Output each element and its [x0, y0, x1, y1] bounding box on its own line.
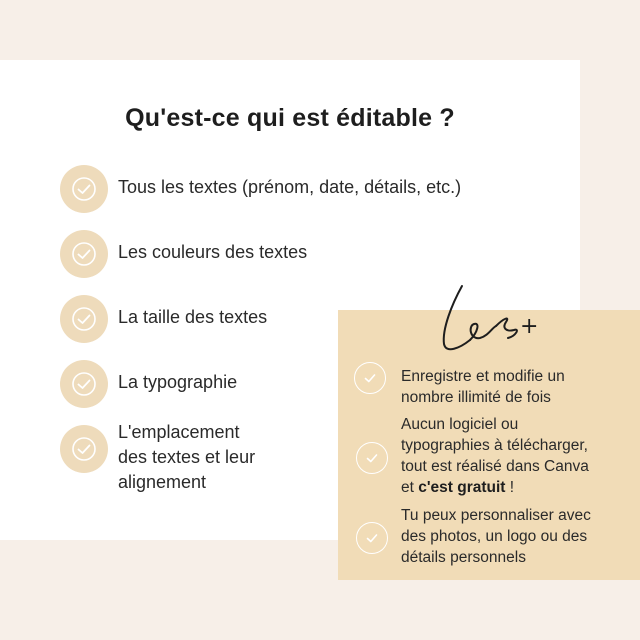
- check-circle-icon: [354, 362, 386, 394]
- plus-sign: +: [520, 314, 539, 339]
- plus-item-line: Enregistre et modifie un: [401, 368, 565, 385]
- plus-item-line: Aucun logiciel ou: [401, 416, 519, 433]
- plus-item-personalize: [401, 505, 629, 568]
- check-circle-icon: [356, 522, 388, 554]
- plus-item-line: typographies à télécharger,: [401, 437, 588, 454]
- check-circle-icon: [60, 425, 108, 473]
- editable-item-line: Les couleurs des textes: [118, 242, 308, 262]
- plus-item-line: et c'est gratuit !: [401, 479, 515, 496]
- check-circle-icon: [60, 230, 108, 278]
- check-circle-icon: [60, 295, 108, 343]
- editable-item-line: L'emplacement: [118, 422, 240, 442]
- editable-item-line: La typographie: [118, 372, 238, 392]
- plus-item-save: [401, 366, 629, 408]
- check-circle-icon: [60, 165, 108, 213]
- check-circle-icon: [60, 360, 108, 408]
- plus-item-line: détails personnels: [401, 549, 526, 566]
- page-title: Qu'est-ce qui est éditable ?: [125, 104, 455, 132]
- editable-item-line: alignement: [118, 472, 207, 492]
- editable-item-line: La taille des textes: [118, 307, 268, 327]
- editable-item-colors: [118, 240, 307, 265]
- check-circle-icon: [356, 442, 388, 474]
- editable-item-placement: [118, 420, 255, 495]
- plus-item-line: tout est réalisé dans Canva: [401, 458, 589, 475]
- plus-item-no-software: [401, 414, 629, 498]
- editable-item-size: [118, 305, 267, 330]
- editable-item-line: des textes et leur: [118, 447, 256, 467]
- free-highlight: c'est gratuit: [418, 479, 506, 496]
- editable-item-typography: [118, 370, 237, 395]
- plus-item-line: des photos, un logo ou des: [401, 528, 588, 545]
- editable-item-texts: [118, 175, 461, 200]
- editable-item-line: Tous les textes (prénom, date, détails, etc.): [118, 177, 462, 197]
- plus-item-line: nombre illimité de fois: [401, 389, 551, 406]
- plus-item-line: Tu peux personnaliser avec: [401, 507, 591, 524]
